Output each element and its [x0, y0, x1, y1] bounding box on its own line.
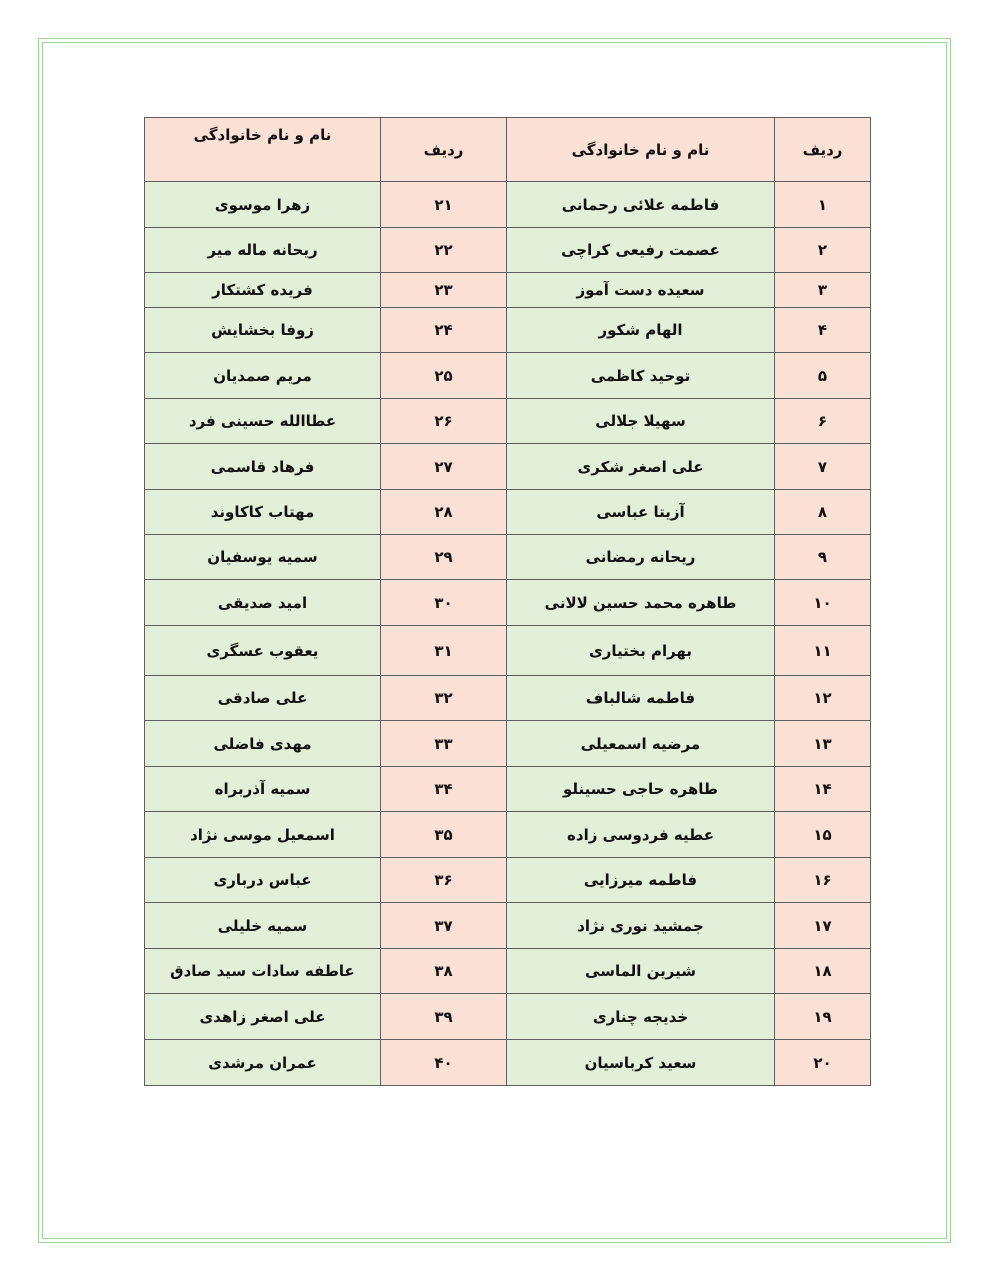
- row-number-cell: ۳۵: [381, 812, 507, 858]
- table-row: [145, 858, 871, 903]
- header-row-number: ردیف: [775, 118, 871, 182]
- full-name-cell: سعیده دست آموز: [507, 273, 775, 308]
- full-name-cell: عاطفه سادات سید صادق: [145, 949, 381, 994]
- row-number-cell: ۳: [775, 273, 871, 308]
- full-name-cell: الهام شکور: [507, 308, 775, 353]
- full-name-cell: علی صادقی: [145, 676, 381, 721]
- full-name-cell: فاطمه شالباف: [507, 676, 775, 721]
- table-row: [145, 228, 871, 273]
- table-row: [145, 812, 871, 858]
- table-row: [145, 626, 871, 676]
- full-name-cell: امید صدیقی: [145, 580, 381, 626]
- row-number-cell: ۲۲: [381, 228, 507, 273]
- row-number-cell: ۳۶: [381, 858, 507, 903]
- table-body: [145, 182, 871, 1086]
- row-number-cell: ۷: [775, 444, 871, 490]
- row-number-cell: ۱۷: [775, 903, 871, 949]
- header-row-number-2: ردیف: [381, 118, 507, 182]
- table-row: [145, 580, 871, 626]
- table-row: [145, 308, 871, 353]
- row-number-cell: ۱۹: [775, 994, 871, 1040]
- row-number-cell: ۴۰: [381, 1040, 507, 1086]
- table-row: [145, 353, 871, 399]
- full-name-cell: علی اصغر زاهدی: [145, 994, 381, 1040]
- row-number-cell: ۵: [775, 353, 871, 399]
- row-number-cell: ۱۲: [775, 676, 871, 721]
- table-row: [145, 490, 871, 535]
- full-name-cell: ریحانه ماله میر: [145, 228, 381, 273]
- full-name-cell: سمیه خلیلی: [145, 903, 381, 949]
- full-name-cell: عطیه فردوسی زاده: [507, 812, 775, 858]
- full-name-cell: یعقوب عسگری: [145, 626, 381, 676]
- full-name-cell: سمیه آذربراه: [145, 767, 381, 812]
- row-number-cell: ۱۸: [775, 949, 871, 994]
- row-number-cell: ۲۵: [381, 353, 507, 399]
- full-name-cell: توحید کاظمی: [507, 353, 775, 399]
- row-number-cell: ۲۱: [381, 182, 507, 228]
- full-name-cell: شیرین الماسی: [507, 949, 775, 994]
- table-row: [145, 767, 871, 812]
- row-number-cell: ۱۰: [775, 580, 871, 626]
- table-row: [145, 949, 871, 994]
- full-name-cell: عباس درباری: [145, 858, 381, 903]
- row-number-cell: ۱۶: [775, 858, 871, 903]
- table-row: [145, 721, 871, 767]
- full-name-cell: سمیه یوسفیان: [145, 535, 381, 580]
- row-number-cell: ۲۹: [381, 535, 507, 580]
- full-name-cell: آزیتا عباسی: [507, 490, 775, 535]
- full-name-cell: عصمت رفیعی کراچی: [507, 228, 775, 273]
- roster-table: [144, 117, 871, 1086]
- row-number-cell: ۱۳: [775, 721, 871, 767]
- full-name-cell: اسمعیل موسی نژاد: [145, 812, 381, 858]
- row-number-cell: ۸: [775, 490, 871, 535]
- table-row: [145, 535, 871, 580]
- row-number-cell: ۹: [775, 535, 871, 580]
- row-number-cell: ۳۰: [381, 580, 507, 626]
- table-row: [145, 273, 871, 308]
- row-number-cell: ۳۱: [381, 626, 507, 676]
- row-number-cell: ۶: [775, 399, 871, 444]
- row-number-cell: ۲: [775, 228, 871, 273]
- full-name-cell: سهیلا جلالی: [507, 399, 775, 444]
- full-name-cell: فرهاد قاسمی: [145, 444, 381, 490]
- full-name-cell: فاطمه میرزایی: [507, 858, 775, 903]
- full-name-cell: مریم صمدیان: [145, 353, 381, 399]
- row-number-cell: ۲۳: [381, 273, 507, 308]
- row-number-cell: ۳۴: [381, 767, 507, 812]
- table-row: [145, 444, 871, 490]
- full-name-cell: مرضیه اسمعیلی: [507, 721, 775, 767]
- row-number-cell: ۲۶: [381, 399, 507, 444]
- table-header-row: [145, 118, 871, 182]
- full-name-cell: بهرام بختیاری: [507, 626, 775, 676]
- row-number-cell: ۱۱: [775, 626, 871, 676]
- full-name-cell: علی اصغر شکری: [507, 444, 775, 490]
- table-row: [145, 182, 871, 228]
- row-number-cell: ۴: [775, 308, 871, 353]
- header-full-name: نام و نام خانوادگی: [507, 118, 775, 182]
- full-name-cell: جمشید نوری نژاد: [507, 903, 775, 949]
- row-number-cell: ۲۷: [381, 444, 507, 490]
- row-number-cell: ۱۴: [775, 767, 871, 812]
- full-name-cell: مهتاب کاکاوند: [145, 490, 381, 535]
- full-name-cell: ریحانه رمضانی: [507, 535, 775, 580]
- row-number-cell: ۳۸: [381, 949, 507, 994]
- table-row: [145, 399, 871, 444]
- row-number-cell: ۳۲: [381, 676, 507, 721]
- row-number-cell: ۱۵: [775, 812, 871, 858]
- row-number-cell: ۳۷: [381, 903, 507, 949]
- table-row: [145, 903, 871, 949]
- table-row: [145, 676, 871, 721]
- full-name-cell: طاهره حاجی حسینلو: [507, 767, 775, 812]
- full-name-cell: عطاالله حسینی فرد: [145, 399, 381, 444]
- full-name-cell: فریده کشتکار: [145, 273, 381, 308]
- full-name-cell: سعید کرباسیان: [507, 1040, 775, 1086]
- full-name-cell: زوفا بخشایش: [145, 308, 381, 353]
- full-name-cell: خدیجه چناری: [507, 994, 775, 1040]
- row-number-cell: ۱: [775, 182, 871, 228]
- row-number-cell: ۲۰: [775, 1040, 871, 1086]
- full-name-cell: زهرا موسوی: [145, 182, 381, 228]
- row-number-cell: ۲۴: [381, 308, 507, 353]
- row-number-cell: ۳۹: [381, 994, 507, 1040]
- row-number-cell: ۳۳: [381, 721, 507, 767]
- row-number-cell: ۲۸: [381, 490, 507, 535]
- full-name-cell: عمران مرشدی: [145, 1040, 381, 1086]
- table-row: [145, 1040, 871, 1086]
- full-name-cell: فاطمه علائی رحمانی: [507, 182, 775, 228]
- table-row: [145, 994, 871, 1040]
- header-full-name-2: نام و نام خانوادگی: [145, 118, 381, 182]
- full-name-cell: مهدی فاضلی: [145, 721, 381, 767]
- full-name-cell: طاهره محمد حسین لالانی: [507, 580, 775, 626]
